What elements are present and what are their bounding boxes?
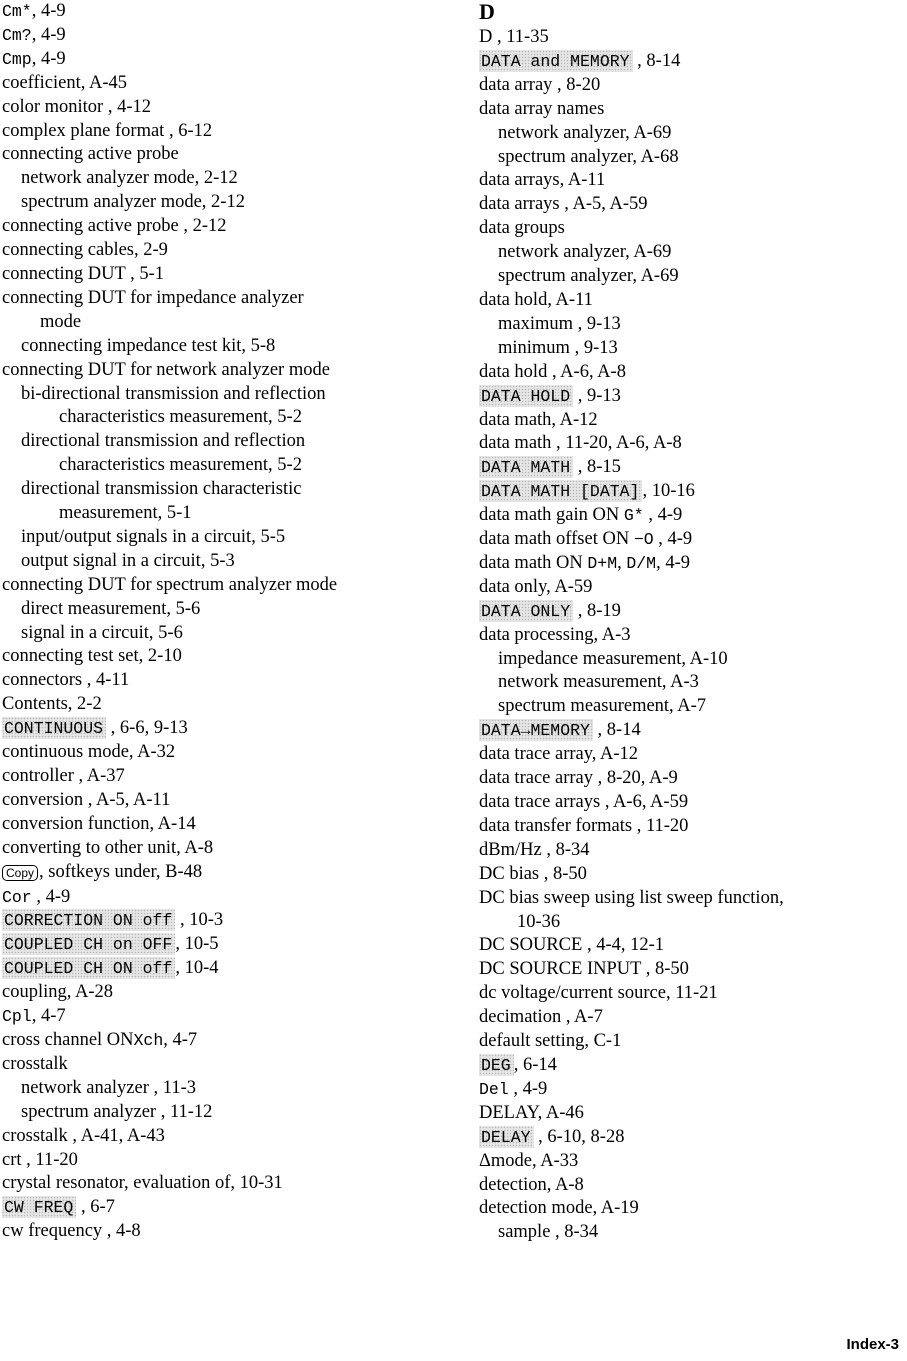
- softkey-label: DATA MATH [DATA]: [479, 480, 642, 502]
- index-entry: [479, 1126, 889, 1150]
- entry-text: DC bias , 8-50: [479, 863, 587, 884]
- index-subentry: [2, 335, 442, 359]
- entry-text: maximum , 9-13: [498, 313, 621, 334]
- entry-text: , 4-9: [31, 1, 66, 21]
- index-entry: [479, 217, 889, 241]
- index-entry: [479, 432, 889, 456]
- index-subentry: [479, 695, 889, 719]
- softkey-label: DATA ONLY: [479, 600, 573, 622]
- index-entry: [2, 287, 442, 311]
- index-entry: [479, 624, 889, 648]
- index-entry: [479, 767, 889, 791]
- entry-text: continuous mode, A-32: [2, 742, 176, 763]
- entry-text: DELAY, A-46: [479, 1102, 584, 1123]
- entry-text: spectrum analyzer mode, 2-12: [21, 192, 245, 213]
- index-entry: [479, 863, 889, 887]
- entry-text: 10-36: [517, 911, 561, 932]
- entry-text: data array names: [479, 98, 605, 119]
- index-entry: [2, 263, 442, 287]
- entry-text: conversion , A-5, A-11: [2, 789, 171, 810]
- index-entry: [2, 1196, 442, 1220]
- entry-text: network analyzer, A-69: [498, 242, 672, 263]
- index-entry-continuation: [2, 454, 442, 478]
- entry-text: directional transmission characteristic: [21, 479, 302, 500]
- entry-text: , softkeys under, B-48: [39, 861, 203, 882]
- index-entry: [479, 50, 889, 74]
- entry-text: complex plane format , 6-12: [2, 120, 213, 141]
- entry-text: data trace array, A-12: [479, 744, 639, 765]
- index-entry: [2, 813, 442, 837]
- index-entry: [479, 193, 889, 217]
- index-entry: [2, 741, 442, 765]
- index-entry: [2, 837, 442, 861]
- entry-text: data trace array , 8-20, A-9: [479, 768, 678, 789]
- index-subentry: [479, 337, 889, 361]
- index-entry: [479, 743, 889, 767]
- index-entry: [479, 98, 889, 122]
- entry-text: crosstalk , A-41, A-43: [2, 1125, 165, 1146]
- index-entry: [479, 504, 889, 528]
- entry-text: directional transmission and reflection: [21, 431, 306, 452]
- entry-text: data processing, A-3: [479, 624, 631, 645]
- entry-text: , 10-4: [175, 958, 219, 979]
- index-entry: [2, 645, 442, 669]
- softkey-label: COUPLED CH on OFF: [2, 933, 175, 955]
- command-code: Cor: [2, 887, 32, 907]
- entry-text: connecting DUT for network analyzer mode: [2, 359, 330, 380]
- entry-text: sample , 8-34: [498, 1222, 599, 1243]
- entry-text: network analyzer mode, 2-12: [21, 168, 238, 189]
- index-entry: [2, 861, 442, 886]
- index-entry: [479, 719, 889, 743]
- entry-text: connecting cables, 2-9: [2, 240, 168, 261]
- entry-text: output signal in a circuit, 5-3: [21, 550, 235, 571]
- index-subentry: [2, 1077, 442, 1101]
- entry-text: controller , A-37: [2, 766, 125, 786]
- index-entry: [479, 1006, 889, 1030]
- entry-text: data math offset ON: [479, 529, 634, 550]
- index-entry: [2, 1029, 442, 1053]
- index-subentry: [479, 122, 889, 146]
- index-subentry: [2, 478, 442, 502]
- index-entry: [479, 791, 889, 815]
- entry-text: impedance measurement, A-10: [498, 648, 728, 669]
- softkey-label: COUPLED CH ON off: [2, 957, 175, 979]
- index-subentry: [2, 622, 442, 646]
- index-entry: [479, 552, 889, 576]
- entry-text: data array , 8-20: [479, 74, 601, 95]
- index-subentry: [2, 598, 442, 622]
- softkey-label: DATA→MEMORY: [479, 719, 593, 741]
- entry-text: , 10-3: [175, 910, 224, 931]
- softkey-label: CW FREQ: [2, 1196, 76, 1218]
- entry-text: , 8-19: [573, 600, 621, 621]
- index-subentry: [2, 526, 442, 550]
- index-entry: [2, 215, 442, 239]
- index-entry: [479, 576, 889, 600]
- index-entry: [2, 933, 442, 957]
- command-code: D/M: [626, 553, 657, 573]
- entry-text: , 4-9: [656, 552, 691, 573]
- index-entry: [479, 1078, 889, 1102]
- entry-text: minimum , 9-13: [498, 337, 618, 358]
- index-entry-continuation: [2, 502, 442, 526]
- entry-text: connectors , 4-11: [2, 670, 130, 691]
- entry-text: decimation , A-7: [479, 1007, 603, 1028]
- hardkey-label: Copy: [2, 865, 38, 881]
- index-entry: [2, 886, 442, 910]
- index-entry: [479, 1150, 889, 1174]
- index-subentry: [479, 1221, 889, 1245]
- entry-text: data trace arrays , A-6, A-59: [479, 792, 689, 812]
- entry-text: characteristics measurement, 5-2: [59, 455, 302, 476]
- entry-text: detection, A-8: [479, 1174, 584, 1195]
- entry-text: direct measurement, 5-6: [21, 598, 201, 619]
- entry-text: data arrays, A-11: [479, 170, 606, 191]
- index-entry: [2, 1220, 442, 1244]
- index-entry: [2, 909, 442, 933]
- index-subentry: [2, 191, 442, 215]
- entry-text: , 4-9: [508, 1078, 548, 1099]
- entry-text: detection mode, A-19: [479, 1198, 639, 1219]
- command-code: −O: [633, 530, 654, 550]
- softkey-label: DATA MATH: [479, 456, 573, 478]
- index-entry: [2, 765, 442, 789]
- index-entry: [479, 839, 889, 863]
- entry-text: , 4-9: [643, 505, 683, 526]
- entry-text: , 4-9: [31, 48, 66, 69]
- index-entry: [479, 456, 889, 480]
- index-entry: [2, 717, 442, 741]
- entry-text: , 8-15: [573, 457, 621, 478]
- entry-text: conversion function, A-14: [2, 813, 196, 834]
- entry-text: cross channel ON: [2, 1029, 134, 1050]
- index-entry: [479, 1054, 889, 1078]
- entry-text: crystal resonator, evaluation of, 10-31: [2, 1173, 283, 1194]
- index-subentry: [2, 550, 442, 574]
- index-entry: [2, 789, 442, 813]
- entry-text: , 8-14: [632, 50, 681, 71]
- entry-text: characteristics measurement, 5-2: [59, 407, 302, 428]
- command-code: Cm*: [2, 2, 32, 21]
- entry-text: data transfer formats , 11-20: [479, 815, 689, 836]
- entry-text: spectrum measurement, A-7: [498, 696, 707, 717]
- index-entry: [479, 528, 889, 552]
- index-entry: [479, 385, 889, 409]
- index-entry: [479, 958, 889, 982]
- index-entry: [479, 934, 889, 958]
- entry-text: , 10-16: [642, 481, 695, 502]
- entry-text: , 4-9: [653, 529, 693, 550]
- entry-text: , 6-6, 9-13: [106, 718, 188, 739]
- entry-text: bi-directional transmission and reflection: [21, 383, 326, 404]
- index-subentry: [2, 1101, 442, 1125]
- softkey-label: CORRECTION ON off: [2, 909, 175, 931]
- index-subentry: [479, 241, 889, 265]
- index-subentry: [2, 167, 442, 191]
- index-entry: [479, 982, 889, 1006]
- index-entry-continuation: [2, 311, 442, 335]
- index-entry: [2, 120, 442, 144]
- entry-text: ,: [617, 552, 627, 573]
- index-entry: [479, 1197, 889, 1221]
- command-code: Cpl: [2, 1007, 32, 1027]
- entry-text: data only, A-59: [479, 576, 593, 597]
- command-code: Del: [479, 1079, 509, 1099]
- command-code: D+M: [587, 553, 618, 573]
- index-entry: [2, 24, 442, 48]
- index-entry: [479, 887, 889, 911]
- index-subentry: [479, 313, 889, 337]
- entry-text: data math ON: [479, 552, 588, 573]
- entry-text: data math gain ON: [479, 505, 624, 526]
- entry-text: , 6-10, 8-28: [533, 1126, 625, 1147]
- softkey-label: DELAY: [479, 1126, 534, 1148]
- entry-text: crt , 11-20: [2, 1149, 78, 1170]
- index-entry: [479, 74, 889, 98]
- command-code: G*: [623, 506, 644, 526]
- entry-text: connecting DUT , 5-1: [2, 263, 165, 284]
- index-entry: [2, 669, 442, 693]
- entry-text: data groups: [479, 218, 565, 239]
- index-entry: [2, 1005, 442, 1029]
- index-entry: [2, 48, 442, 72]
- index-subentry: [479, 146, 889, 170]
- entry-text: DC SOURCE INPUT , 8-50: [479, 959, 689, 980]
- index-entry: [479, 409, 889, 433]
- softkey-label: DATA and MEMORY: [479, 50, 633, 72]
- entry-text: data math, A-12: [479, 409, 598, 430]
- entry-text: , 4-7: [163, 1029, 198, 1050]
- command-code: Cm?: [2, 25, 32, 45]
- entry-text: , 8-14: [592, 720, 641, 741]
- entry-text: connecting DUT for impedance analyzer: [2, 287, 304, 308]
- softkey-label: DATA HOLD: [479, 385, 573, 407]
- section-letter-heading: D: [479, 0, 495, 24]
- index-entry: [479, 26, 889, 50]
- entry-text: default setting, C-1: [479, 1031, 622, 1052]
- index-entry: [479, 1030, 889, 1054]
- index-entry: [2, 574, 442, 598]
- index-subentry: [479, 648, 889, 672]
- index-entry-continuation: [2, 406, 442, 430]
- index-subentry: [2, 430, 442, 454]
- entry-text: DC SOURCE , 4-4, 12-1: [479, 935, 665, 956]
- softkey-label: CONTINUOUS: [2, 717, 106, 739]
- index-entry: [479, 1102, 889, 1126]
- index-entry: [479, 480, 889, 504]
- entry-text: data hold, A-11: [479, 289, 593, 310]
- index-entry: [479, 169, 889, 193]
- index-entry: [2, 0, 442, 24]
- entry-text: connecting active probe: [2, 144, 179, 165]
- command-code: Xch: [133, 1030, 164, 1050]
- entry-text: , 6-7: [76, 1197, 115, 1218]
- entry-text: network analyzer, A-69: [498, 122, 672, 143]
- page-number: Index-3: [846, 1336, 899, 1353]
- entry-text: connecting active probe , 2-12: [2, 216, 227, 237]
- entry-text: , 10-5: [175, 934, 219, 955]
- index-entry: [479, 289, 889, 313]
- entry-text: Contents, 2-2: [2, 694, 102, 715]
- entry-text: network measurement, A-3: [498, 672, 699, 693]
- entry-text: signal in a circuit, 5-6: [21, 622, 183, 643]
- index-entry: [2, 1172, 442, 1196]
- entry-text: network analyzer , 11-3: [21, 1077, 196, 1098]
- index-entry: [2, 1125, 442, 1149]
- index-entry: [2, 957, 442, 981]
- index-entry: [2, 239, 442, 263]
- entry-text: data arrays , A-5, A-59: [479, 194, 648, 215]
- entry-text: mode: [40, 311, 82, 332]
- index-entry: [479, 600, 889, 624]
- entry-text: connecting DUT for spectrum analyzer mode: [2, 574, 338, 595]
- index-entry: [2, 1053, 442, 1077]
- entry-text: connecting test set, 2-10: [2, 646, 182, 667]
- entry-text: dBm/Hz , 8-34: [479, 839, 590, 860]
- entry-text: coefficient, A-45: [2, 72, 128, 93]
- command-code: Cmp: [2, 49, 32, 69]
- index-entry: [479, 1174, 889, 1198]
- entry-text: DC bias sweep using list sweep function,: [479, 887, 784, 908]
- entry-text: spectrum analyzer, A-69: [498, 266, 679, 287]
- index-entry: [479, 815, 889, 839]
- entry-text: input/output signals in a circuit, 5-5: [21, 526, 286, 547]
- entry-text: cw frequency , 4-8: [2, 1221, 141, 1242]
- index-entry: [2, 72, 442, 96]
- entry-text: converting to other unit, A-8: [2, 837, 214, 858]
- entry-text: , 9-13: [573, 385, 621, 406]
- entry-text: color monitor , 4-12: [2, 96, 152, 117]
- entry-text: dc voltage/current source, 11-21: [479, 983, 718, 1004]
- entry-text: Δmode, A-33: [479, 1150, 579, 1171]
- entry-text: spectrum analyzer , 11-12: [21, 1101, 213, 1122]
- index-entry: [479, 361, 889, 385]
- index-entry: [2, 693, 442, 717]
- entry-text: D , 11-35: [479, 27, 549, 47]
- entry-text: measurement, 5-1: [59, 503, 192, 524]
- entry-text: data math , 11-20, A-6, A-8: [479, 433, 682, 454]
- index-subentry: [479, 265, 889, 289]
- index-entry-continuation: [479, 911, 889, 935]
- softkey-label: DEG: [479, 1054, 514, 1076]
- index-column-right: [479, 0, 889, 1245]
- entry-text: data hold , A-6, A-8: [479, 361, 626, 382]
- index-entry: [2, 981, 442, 1005]
- index-entry: [2, 143, 442, 167]
- entry-text: , 4-9: [31, 886, 71, 907]
- entry-text: spectrum analyzer, A-68: [498, 146, 679, 167]
- index-subentry: [2, 383, 442, 407]
- entry-text: , 6-14: [513, 1054, 557, 1075]
- entry-text: , 4-7: [31, 1006, 66, 1027]
- index-entry: [2, 96, 442, 120]
- entry-text: connecting impedance test kit, 5-8: [21, 335, 276, 356]
- entry-text: , 4-9: [31, 24, 66, 45]
- index-entry: [2, 1149, 442, 1173]
- index-subentry: [479, 671, 889, 695]
- entry-text: coupling, A-28: [2, 982, 113, 1003]
- entry-text: crosstalk: [2, 1053, 68, 1074]
- index-entry: [2, 359, 442, 383]
- index-column-left: [2, 0, 442, 1244]
